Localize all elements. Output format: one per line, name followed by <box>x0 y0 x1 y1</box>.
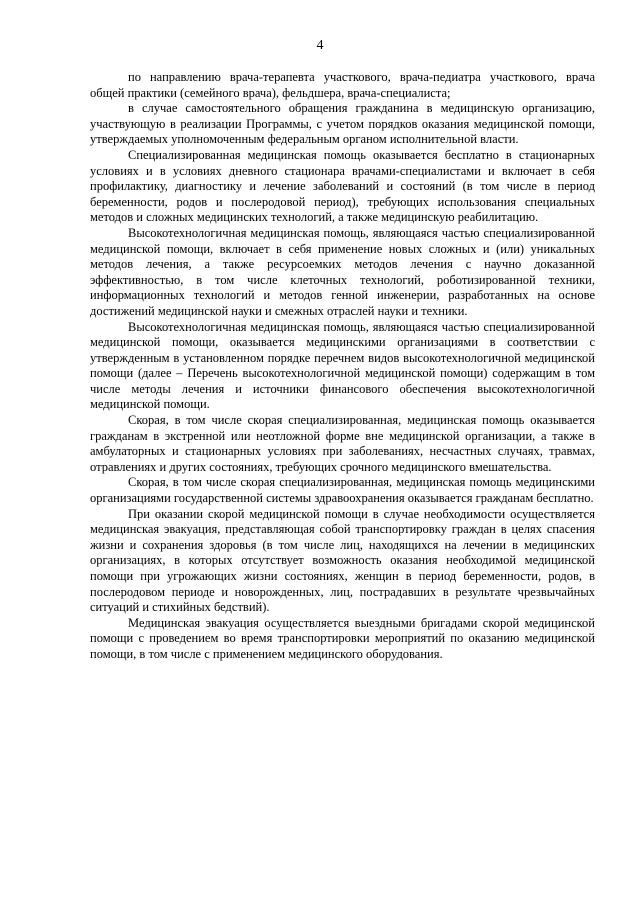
paragraph-emergency-care-free: Скорая, в том числе скорая специализированная, медицинская помощь медицинскими организациями государственной системы здравоохранения оказывается гражданам бесплатно. <box>90 475 595 506</box>
document-body <box>90 70 595 663</box>
paragraph-evacuation-teams: Медицинская эвакуация осуществляется выездными бригадами скорой медицинской помощи с проведением во время транспортировки мероприятий по оказанию медицинской помощи, в том числе с применением медицинского оборудования. <box>90 615 595 661</box>
paragraph-referral-list-item: по направлению врача-терапевта участкового, врача-педиатра участкового, врача общей практики (семейного врача), фельдшера, врача-специалиста; <box>90 70 595 100</box>
paragraph-high-tech-care-list: Высокотехнологичная медицинская помощь, являющаяся частью специализированной медицинской помощи, оказывается медицинскими организациями в соответствии с утвержденным в установленном порядке перечнем видов высокотехнологичной медицинской помощи (далее – Перечень высокотехнологичной медицинской помощи) содержащим в том числе методы лечения и источники финансового обеспечения высокотехнологичной медицинской помощи. <box>90 319 595 412</box>
paragraph-high-tech-care-definition: Высокотехнологичная медицинская помощь, являющаяся частью специализированной медицинской помощи, включает в себя применение новых сложных и (или) уникальных методов лечения, а также ресурсоемких методов лечения с научно доказанной эффективностью, в том числе клеточных технологий, роботизированной техники, информационных технологий и методов генной инженерии, разработанных на основе достижений медицинской науки и смежных отраслей науки и техники. <box>90 225 595 318</box>
paragraph-medical-evacuation: При оказании скорой медицинской помощи в случае необходимости осуществляется медицинская эвакуация, представляющая собой транспортировку граждан в целях спасения жизни и сохранения здоровья (в том числе лиц, находящихся на лечении в медицинских организациях, в которых отсутствует возможность оказания необходимой медицинской помощи при угрожающих жизни состояниях, женщин в период беременности, родов, в послеродовом периоде и новорожденных, лиц, пострадавших в результате чрезвычайных ситуаций и стихийных бедствий). <box>90 506 595 615</box>
paragraph-self-referral-list-item: в случае самостоятельного обращения гражданина в медицинскую организацию, участвующую в реализации Программы, с учетом порядков оказания медицинской помощи, утверждаемых уполномоченным федеральным органом исполнительной власти. <box>90 101 595 147</box>
paragraph-specialized-care: Специализированная медицинская помощь оказывается бесплатно в стационарных условиях и в условиях дневного стационара врачами-специалистами и включает в себя профилактику, диагностику и лечение заболеваний и состояний (в том числе в период беременности, родов и послеродовой период), требующих использования специальных методов и сложных медицинских технологий, а также медицинскую реабилитацию. <box>90 147 595 225</box>
page-number: 4 <box>316 38 324 53</box>
paragraph-emergency-care: Скорая, в том числе скорая специализированная, медицинская помощь оказывается гражданам в экстренной или неотложной форме вне медицинской организации, а также в амбулаторных и стационарных условиях при заболеваниях, несчастных случаях, травмах, отравлениях и других состояниях, требующих срочного медицинского вмешательства. <box>90 413 595 474</box>
